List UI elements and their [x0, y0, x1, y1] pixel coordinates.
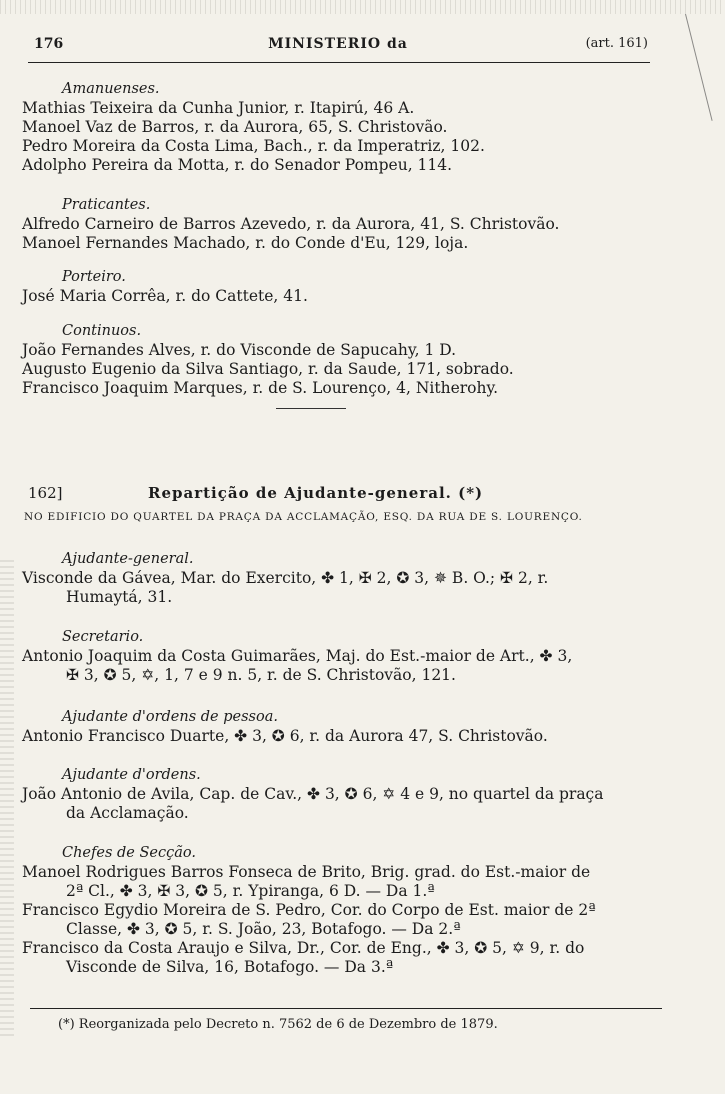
entry-line: Antonio Joaquim da Costa Guimarães, Maj. do Est.-maior de Art., ✤ 3,: [22, 647, 573, 665]
group-heading: Chefes de Secção.: [62, 845, 196, 861]
entry-line: Manoel Vaz de Barros, r. da Aurora, 65, S. Christovão.: [22, 118, 448, 136]
margin-mark: [685, 9, 725, 121]
group-ajudante-pessoa: [22, 708, 662, 746]
group-ajudante-general: [22, 550, 662, 607]
group-secretario: [22, 628, 662, 685]
group-heading: Amanuenses.: [62, 81, 160, 97]
group-heading: Ajudante d'ordens de pessoa.: [62, 709, 278, 725]
group-chefes-seccao: [22, 844, 662, 977]
section-praticantes: [22, 196, 662, 253]
entry-line: Pedro Moreira da Costa Lima, Bach., r. da Imperatriz, 102.: [22, 137, 485, 155]
section-location: NO EDIFICIO DO QUARTEL DA PRAÇA DA ACCLAMAÇÃO, ESQ. DA RUA DE S. LOURENÇO.: [24, 511, 583, 523]
entry-line: 2ª Cl., ✤ 3, ✠ 3, ✪ 5, r. Ypiranga, 6 D. — Da 1.ª: [66, 882, 435, 900]
group-heading: Praticantes.: [62, 197, 151, 213]
entry-line: Francisco Joaquim Marques, r. de S. Lourenço, 4, Nitherohy.: [22, 379, 499, 397]
entry-line: Alfredo Carneiro de Barros Azevedo, r. da Aurora, 41, S. Christovão.: [22, 215, 560, 233]
entry-line: Adolpho Pereira da Motta, r. do Senador Pompeu, 114.: [22, 156, 453, 174]
entry-line: Humaytá, 31.: [66, 588, 173, 606]
footnote-rule: [30, 1008, 662, 1009]
page-edge-shadow: [0, 560, 14, 1040]
paper-stain: [0, 0, 725, 14]
entry-line: Mathias Teixeira da Cunha Junior, r. Itapirú, 46 A.: [22, 99, 415, 117]
entry-line: Francisco Egydio Moreira de S. Pedro, Cor. do Corpo de Est. maior de 2ª: [22, 901, 596, 919]
section-porteiro: [22, 268, 662, 306]
section-separator: [276, 408, 346, 409]
header-title: MINISTERIO da: [268, 36, 408, 52]
entry-line: José Maria Corrêa, r. do Cattete, 41.: [22, 287, 308, 305]
section-title: Repartição de Ajudante-general. (*): [148, 484, 484, 502]
entry-line: ✠ 3, ✪ 5, ✡, 1, 7 e 9 n. 5, r. de S. Christovão, 121.: [66, 666, 456, 684]
group-heading: Porteiro.: [62, 269, 126, 285]
footnote: (*) Reorganizada pelo Decreto n. 7562 de 6 de Dezembro de 1879.: [58, 1017, 498, 1032]
entry-line: Antonio Francisco Duarte, ✤ 3, ✪ 6, r. da Aurora 47, S. Christovão.: [22, 727, 548, 745]
entry-line: Manoel Rodrigues Barros Fonseca de Brito, Brig. grad. do Est.-maior de: [22, 863, 591, 881]
section-continuos: [22, 322, 662, 398]
page-number: 176: [34, 36, 64, 52]
running-header: [28, 36, 648, 58]
group-ajudante-ordens: [22, 766, 662, 823]
entry-line: Visconde de Silva, 16, Botafogo. — Da 3.ª: [66, 958, 394, 976]
entry-line: da Acclamação.: [66, 804, 189, 822]
group-heading: Ajudante d'ordens.: [62, 767, 201, 783]
header-article: (art. 161): [585, 36, 648, 51]
group-heading: Continuos.: [62, 323, 142, 339]
entry-line: Visconde da Gávea, Mar. do Exercito, ✤ 1, ✠ 2, ✪ 3, ✵ B. O.; ✠ 2, r.: [22, 569, 549, 587]
entry-line: Augusto Eugenio da Silva Santiago, r. da Saude, 171, sobrado.: [22, 360, 514, 378]
entry-line: João Fernandes Alves, r. do Visconde de Sapucahy, 1 D.: [22, 341, 457, 359]
group-heading: Secretario.: [62, 629, 144, 645]
group-heading: Ajudante-general.: [62, 551, 194, 567]
entry-line: Manoel Fernandes Machado, r. do Conde d'Eu, 129, loja.: [22, 234, 469, 252]
header-rule: [28, 62, 650, 63]
entry-line: João Antonio de Avila, Cap. de Cav., ✤ 3, ✪ 6, ✡ 4 e 9, no quartel da praça: [22, 785, 604, 803]
section-staff: [22, 80, 662, 175]
entry-line: Classe, ✤ 3, ✪ 5, r. S. João, 23, Botafogo. — Da 2.ª: [66, 920, 461, 938]
entry-line: Francisco da Costa Araujo e Silva, Dr., Cor. de Eng., ✤ 3, ✪ 5, ✡ 9, r. do: [22, 939, 585, 957]
article-number: 162]: [28, 484, 63, 502]
